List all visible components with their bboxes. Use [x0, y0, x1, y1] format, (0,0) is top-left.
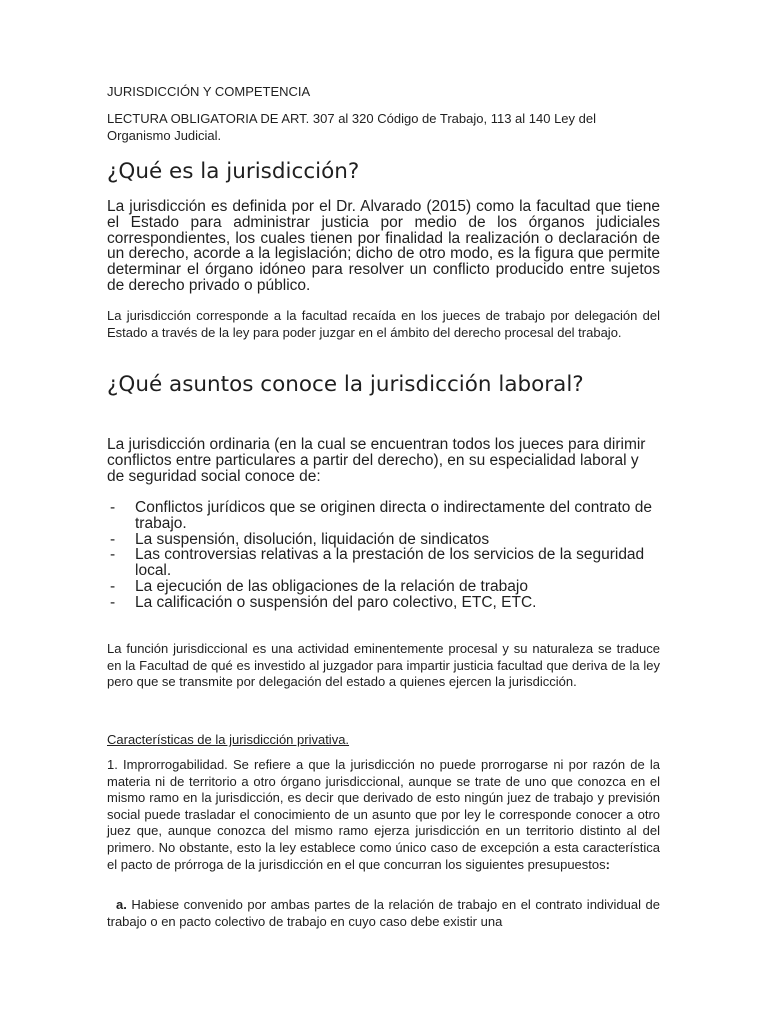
list-item-text: La calificación o suspensión del paro colectivo, ETC, ETC. — [135, 593, 537, 611]
list-item — [107, 547, 660, 579]
list-bullet: - — [110, 530, 116, 548]
subheading-characteristics: Características de la jurisdicción privativa. — [107, 732, 350, 747]
paragraph-item-a — [107, 897, 660, 930]
list-bullet: - — [110, 577, 116, 595]
list-item-text: La suspensión, disolución, liquidación de sindicatos — [135, 530, 490, 548]
list-bullet: - — [110, 593, 116, 611]
paragraph-jurisdictional-function: La función jurisdiccional es una actividad eminentemente procesal y su naturaleza se traduce en la Facultad de qué es investido al juzgador para impartir justicia facultad que deriva de la ley pero que se transmite por delegación del estado a quienes ejercen la jurisdicción. — [107, 641, 660, 690]
paragraph-colon: : — [605, 856, 610, 872]
required-reading-note: LECTURA OBLIGATORIA DE ART. 307 al 320 Código de Trabajo, 113 al 140 Ley del Organismo Judicial. — [107, 111, 596, 143]
paragraph-improrrogabilidad — [107, 757, 660, 873]
list-bullet: - — [110, 499, 116, 516]
list-item — [107, 500, 660, 532]
list-item — [107, 579, 660, 595]
list-bullet: - — [110, 546, 116, 564]
paragraph-faculty: La jurisdicción corresponde a la facultad recaída en los jueces de trabajo por delegación del Estado a través de la ley para poder juzgar en el ámbito del derecho procesal del trabajo. — [107, 308, 660, 340]
heading-asuntos-laboral: ¿Qué asuntos conoce la jurisdicción laboral? — [107, 372, 584, 397]
list-item-text: Conflictos jurídicos que se originen directa o indirectamente del contrato de trabajo. — [135, 499, 652, 532]
list-item-text: Las controversias relativas a la prestación de los servicios de la seguridad local. — [135, 546, 645, 580]
item-a-text: Habiese convenido por ambas partes de la relación de trabajo en el contrato individual de trabajo o en pacto colectivo de trabajo en cuyo caso debe existir una — [107, 897, 660, 929]
list-item-text: La ejecución de las obligaciones de la relación de trabajo — [135, 577, 528, 595]
paragraph-improrrogabilidad-text: 1. Improrrogabilidad. Se refiere a que la jurisdicción no puede prorrogarse ni por razón de la materia ni de territorio a otro órgano jurisdiccional, aunque se trate de uno que conozca en el mismo ramo en la jurisdicción, es decir que derivado de esto ningún juez de trabajo y previsión social puede trasladar el conocimiento de un asunto que por ley le corresponde conocer a otro juez que, aunque conozca del mismo ramo ejerza jurisdicción en un territorio distinto al del primero. No obstante, esto la ley establece como único caso de excepción a esta característica el pacto de prórroga de la jurisdicción en el que concurran los siguientes presupuestos — [107, 757, 660, 872]
matters-list — [107, 500, 660, 611]
list-item — [107, 595, 660, 611]
item-a-label: a. — [116, 897, 127, 912]
heading-que-es-jurisdiccion: ¿Qué es la jurisdicción? — [107, 159, 360, 184]
document-title: JURISDICCIÓN Y COMPETENCIA — [107, 84, 311, 99]
paragraph-definition: La jurisdicción es definida por el Dr. Alvarado (2015) como la facultad que tiene el Estado para administrar justicia por medio de los órganos judiciales correspondientes, los cuales tienen por finalidad la realización o declaración de un derecho, acorde a la legislación; dicho de otro modo, es la figura que permite determinar el órgano idóneo para resolver un conflicto producido entre sujetos de derecho privado o público. — [107, 198, 660, 294]
paragraph-ordinary-jurisdiction: La jurisdicción ordinaria (en la cual se encuentran todos los jueces para dirimir conflictos entre particulares a partir del derecho), en su especialidad laboral y de seguridad social conoce de: — [107, 436, 646, 485]
list-item — [107, 532, 660, 548]
